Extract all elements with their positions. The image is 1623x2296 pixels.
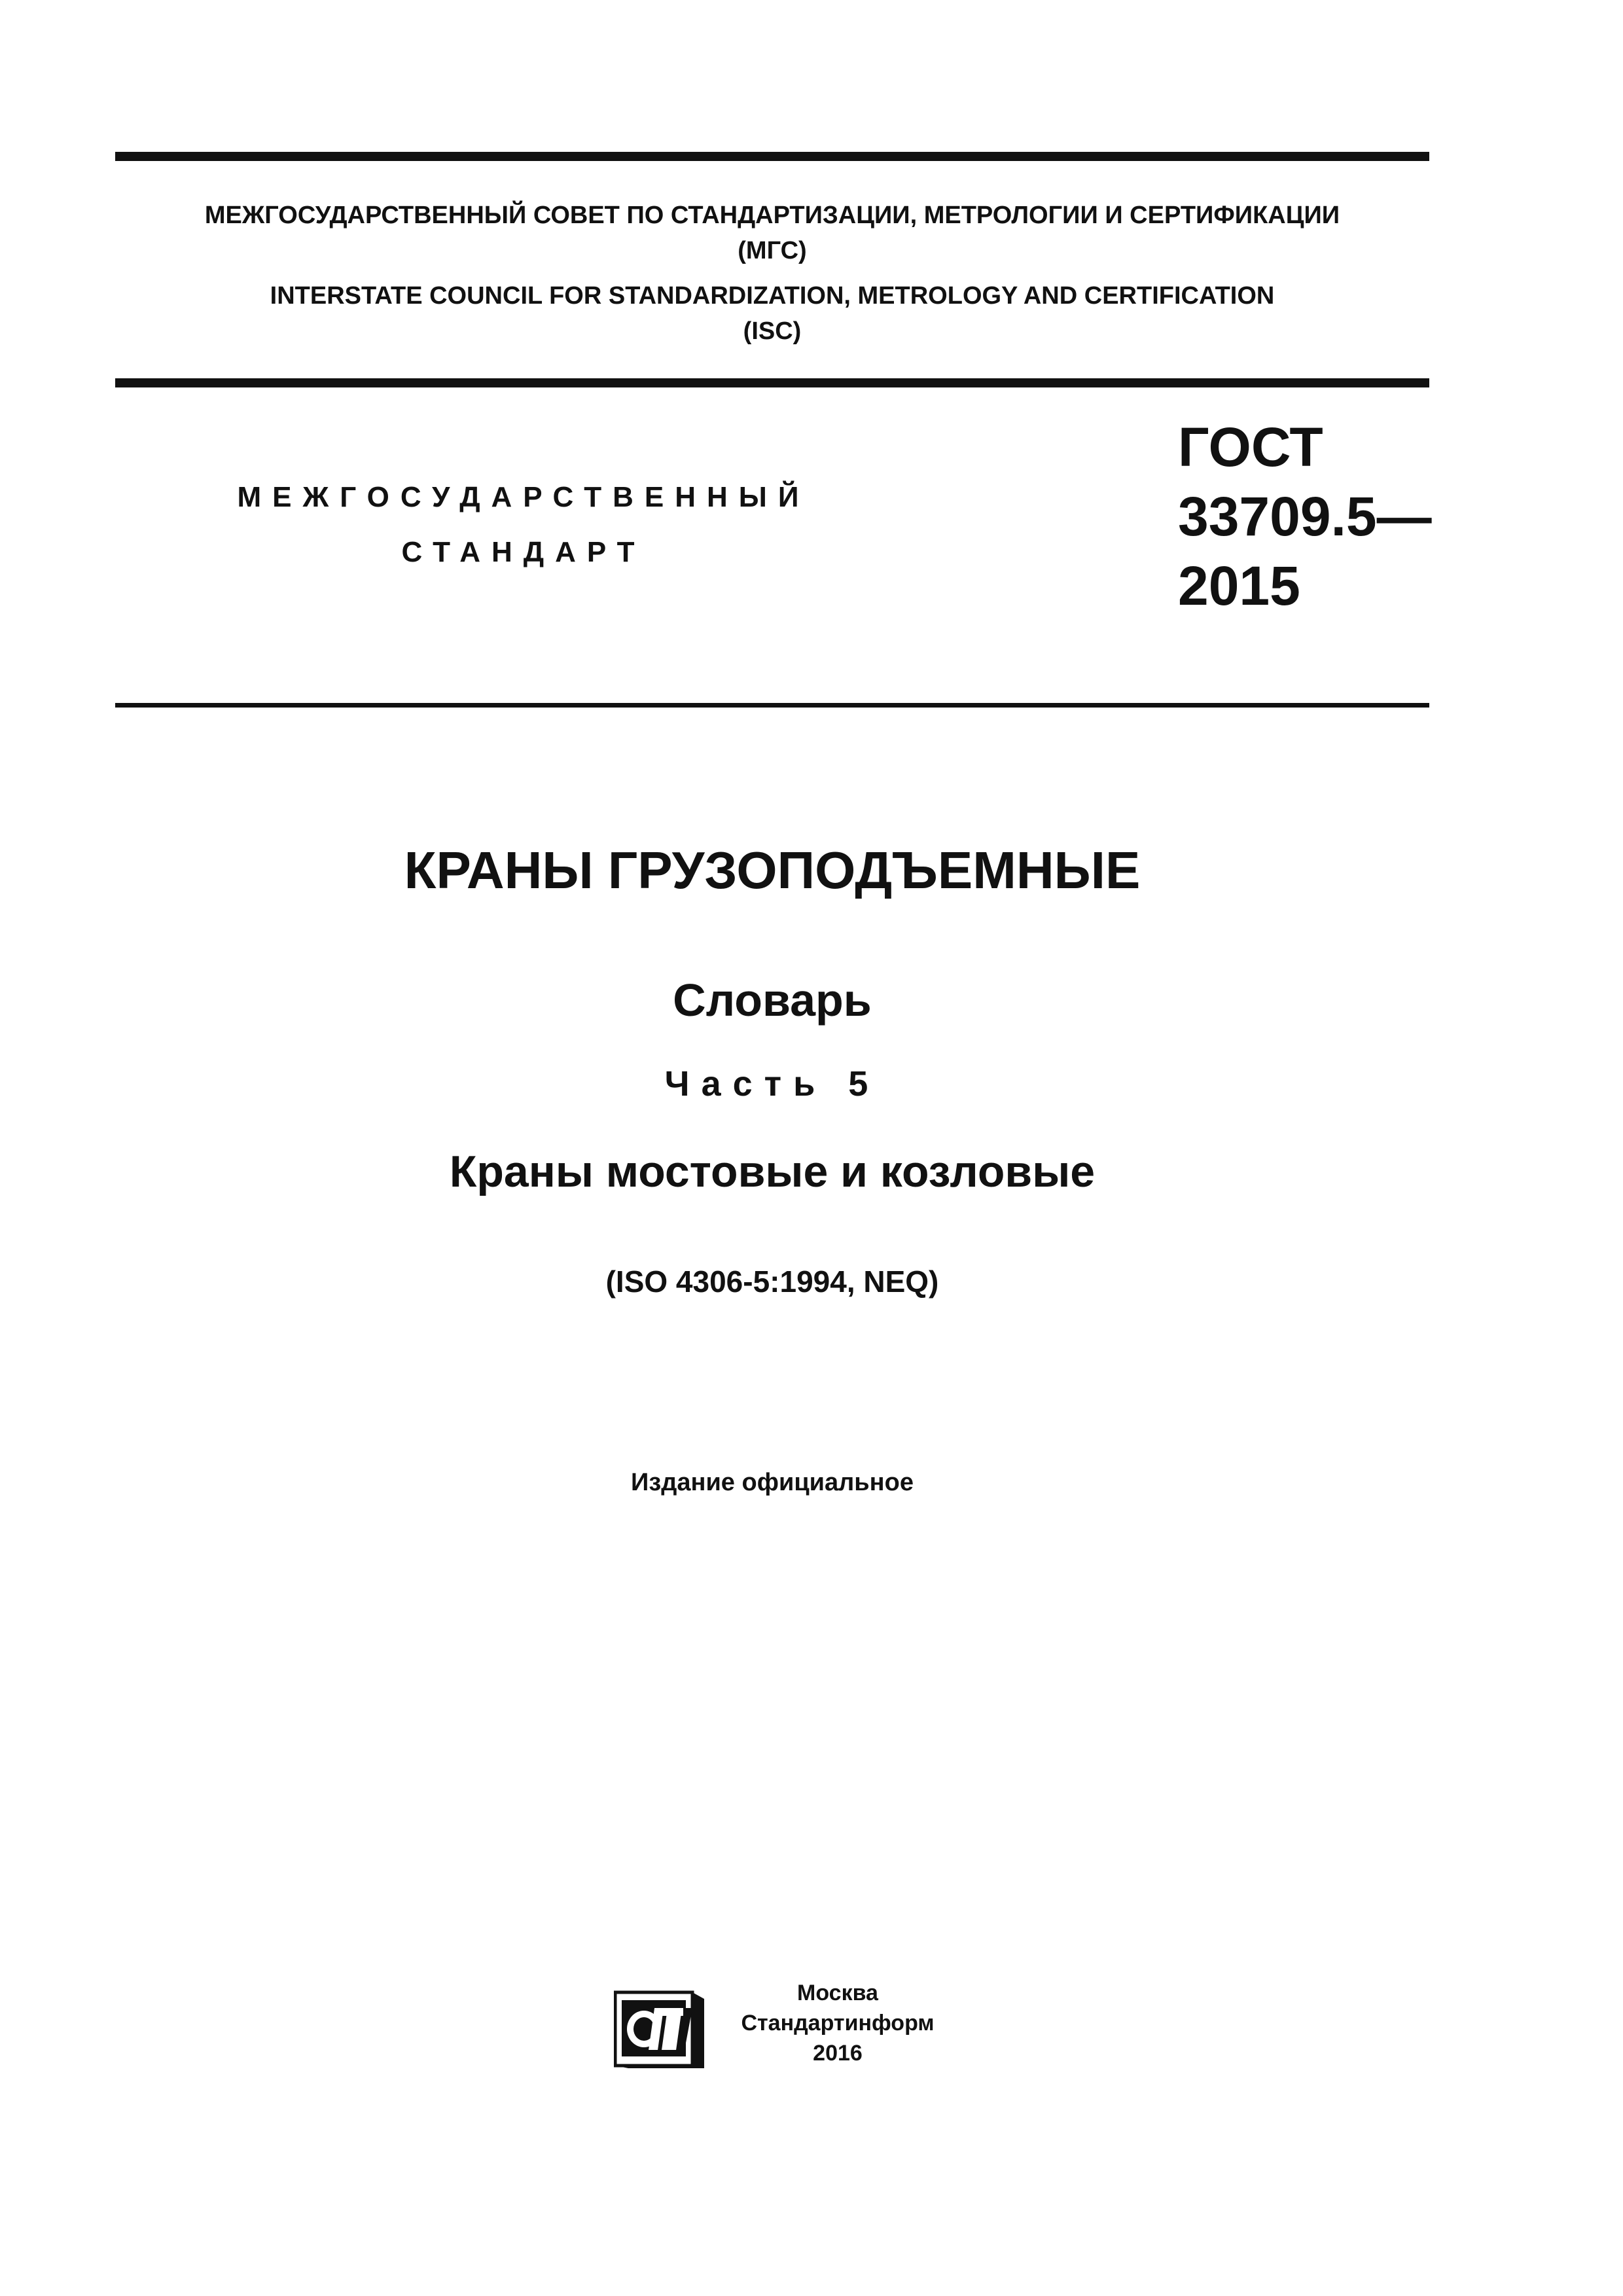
publisher-imprint (707, 1978, 969, 2068)
top-rule (115, 152, 1429, 161)
document-part-name: Краны мостовые и козловые (449, 1147, 1096, 1196)
document-part: Часть 5 (664, 1064, 880, 1103)
document-subtitle: Словарь (673, 975, 872, 1026)
gost-year: 2015 (1178, 555, 1300, 617)
gost-designation (1178, 412, 1432, 620)
iso-reference: (ISO 4306-5:1994, NEQ) (605, 1265, 939, 1299)
standartinform-logo-icon (614, 1990, 705, 2068)
middle-rule (115, 378, 1429, 387)
council-ru (115, 198, 1429, 268)
council-ru-name: МЕЖГОСУДАРСТВЕННЫЙ СОВЕТ ПО СТАНДАРТИЗАЦИИ, МЕТРОЛОГИИ И СЕРТИФИКАЦИИ (204, 202, 1340, 229)
council-en-abbr: (ISC) (743, 317, 802, 345)
publisher-name: Стандартинформ (741, 2011, 935, 2036)
document-title: КРАНЫ ГРУЗОПОДЪЕМНЫЕ (404, 841, 1141, 899)
gost-number: 33709.5— (1178, 486, 1432, 547)
edition-note: Издание официальное (631, 1469, 914, 1496)
council-ru-abbr: (МГС) (738, 237, 807, 264)
standard-kind-line1: МЕЖГОСУДАРСТВЕННЫЙ (237, 481, 810, 513)
lower-rule (115, 703, 1429, 708)
publisher-city: Москва (797, 1981, 878, 2005)
standard-kind (196, 470, 851, 580)
standard-kind-line2: СТАНДАРТ (401, 536, 646, 568)
council-en-name: INTERSTATE COUNCIL FOR STANDARDIZATION, METROLOGY AND CERTIFICATION (270, 282, 1275, 310)
council-en (115, 278, 1429, 349)
gost-label: ГОСТ (1178, 416, 1323, 478)
publisher-year: 2016 (813, 2041, 863, 2066)
